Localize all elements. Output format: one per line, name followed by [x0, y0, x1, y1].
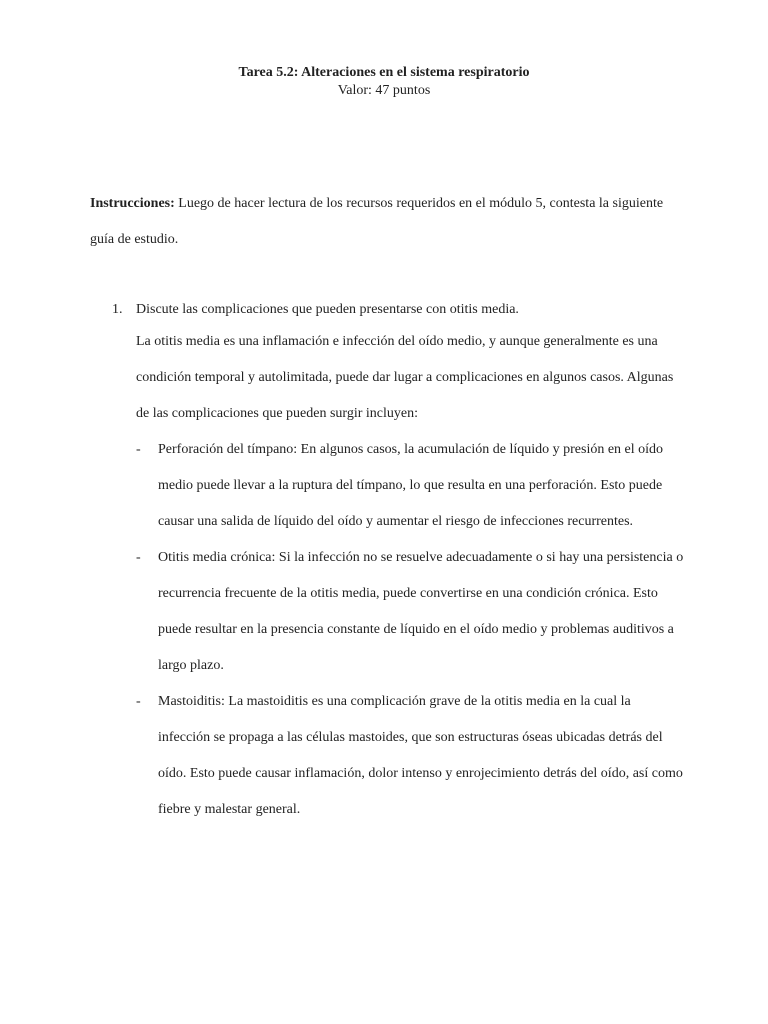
question-text: Discute las complicaciones que pueden presentarse con otitis media. — [136, 302, 519, 317]
document-subtitle: Valor: 47 puntos — [337, 83, 431, 98]
list-item-text: Perforación del tímpano: En algunos casos, la acumulación de líquido y presión en el oído medio puede llevar a la ruptura del tímpano, lo que resulta en una perforación. Esto puede causar una salida de líquido del oído y aumentar el riesgo de infecciones recurrentes. — [158, 442, 664, 529]
instructions-text: Luego de hacer lectura de los recursos requeridos en el módulo 5, contesta la siguiente guía de estudio. — [90, 196, 664, 247]
bullet-marker: - — [136, 550, 141, 565]
bullet-marker: - — [136, 442, 141, 457]
answer-paragraph: La otitis media es una inflamación e infección del oído medio, y aunque generalmente es una condición temporal y autolimitada, puede dar lugar a complicaciones en algunos casos. Algunas de las complicaciones que pueden surgir incluyen: — [136, 334, 674, 421]
list-item-text: Otitis media crónica: Si la infección no se resuelve adecuadamente o si hay una persistencia o recurrencia frecuente de la otitis media, puede convertirse en una condición crónica. Esto puede resultar en la presencia constante de líquido en el oído medio y problemas auditivos a largo plazo. — [158, 550, 684, 673]
complications-list — [136, 432, 686, 828]
list-item — [136, 540, 686, 684]
document-title: Tarea 5.2: Alteraciones en el sistema respiratorio — [238, 65, 530, 80]
list-item — [136, 684, 686, 828]
instructions-paragraph — [90, 186, 680, 258]
list-item-text: Mastoiditis: La mastoiditis es una complicación grave de la otitis media en la cual la infección se propaga a las células mastoides, que son estructuras óseas ubicadas detrás del oído. Esto puede causar inflamación, dolor intenso y enrojecimiento detrás del oído, así como fiebre y malestar general. — [158, 694, 683, 817]
question-number: 1. — [112, 302, 123, 317]
instructions-label: Instrucciones: — [90, 196, 175, 211]
bullet-marker: - — [136, 694, 141, 709]
list-item — [136, 432, 686, 540]
